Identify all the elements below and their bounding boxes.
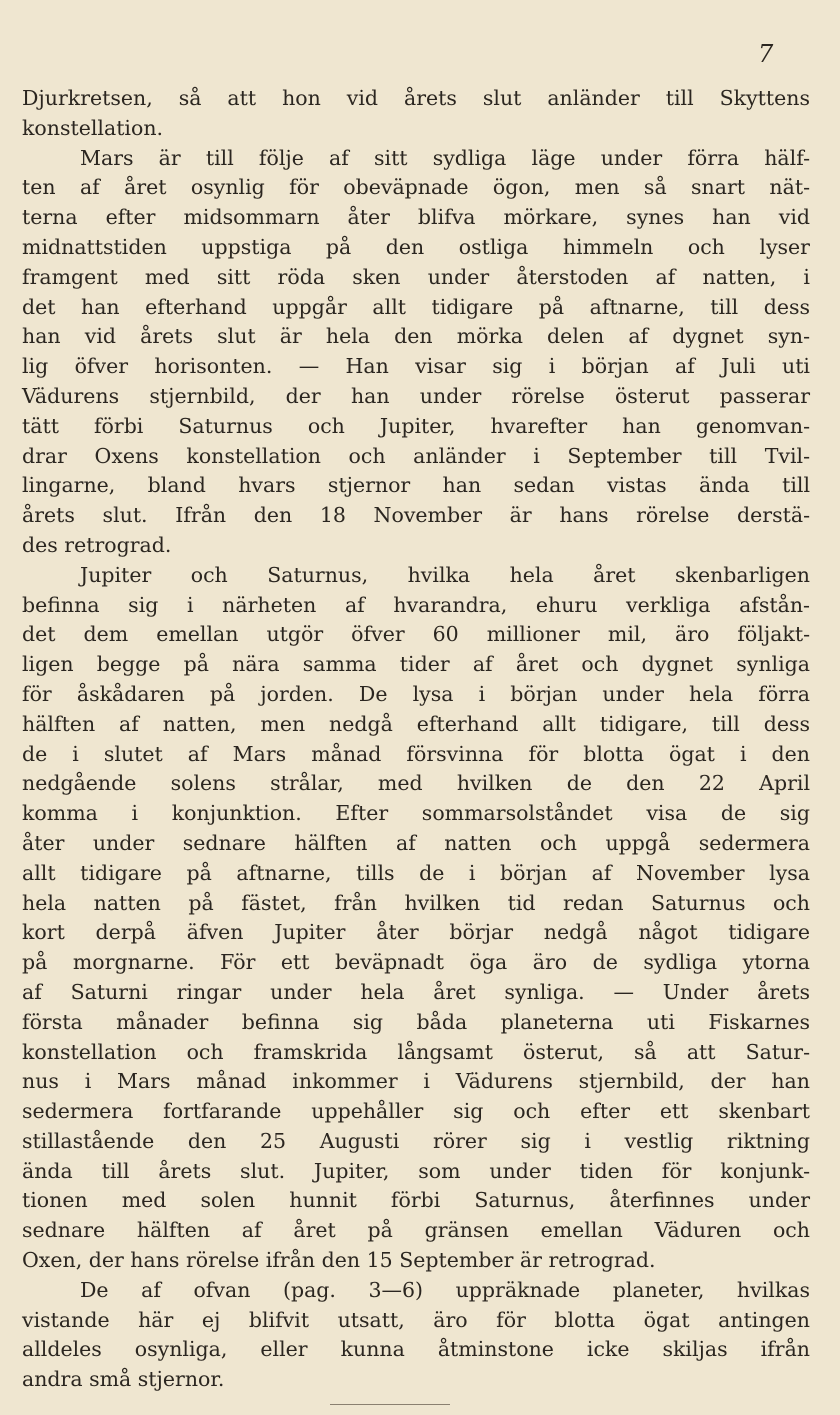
text-line: konstellation. <box>22 115 164 140</box>
text-line: kort derpå äfven Jupiter åter börjar nedgå något tidigare <box>22 920 810 945</box>
text-line: des retrograd. <box>22 532 172 557</box>
text-line: på morgnarne. För ett beväpnadt öga äro de sydliga ytorna <box>22 950 810 975</box>
text-line: årets slut. Ifrån den 18 November är hans rörelse derstä- <box>22 503 810 528</box>
text-line: framgent med sitt röda sken under återstoden af natten, i <box>22 264 810 289</box>
text-line: allt tidigare på aftnarne, tills de i början af November lysa <box>22 860 810 885</box>
text-line: Djurkretsen, så att hon vid årets slut anländer till Skyttens <box>22 86 810 110</box>
text-line: lingarne, bland hvars stjernor han sedan vistas ända till <box>22 473 810 498</box>
text-line: tionen med solen hunnit förbi Saturnus, återfinnes under <box>22 1188 810 1213</box>
text-line: De af ofvan (pag. 3—6) uppräknade planeter, hvilkas <box>80 1277 810 1302</box>
body-text <box>22 84 810 1395</box>
text-line: åter under sednare hälften af natten och uppgå sedermera <box>22 830 810 855</box>
text-line: Vädurens stjernbild, der han under rörelse österut passerar <box>22 383 810 408</box>
text-line: det han efterhand uppgår allt tidigare på aftnarne, till dess <box>22 294 810 319</box>
text-line: vistande här ej blifvit utsatt, äro för blotta ögat antingen <box>22 1307 810 1332</box>
text-line: han vid årets slut är hela den mörka delen af dygnet syn- <box>22 324 810 349</box>
text-line: tätt förbi Saturnus och Jupiter, hvarefter han genomvan- <box>22 413 810 438</box>
text-line: Mars är till följe af sitt sydliga läge under förra hälf- <box>80 145 810 170</box>
text-line: ligen begge på nära samma tider af året och dygnet synliga <box>22 652 810 677</box>
text-line: hälften af natten, men nedgå efterhand allt tidigare, till dess <box>22 711 810 736</box>
text-line: komma i konjunktion. Efter sommarsolståndet visa de sig <box>22 801 810 826</box>
text-line: befinna sig i närheten af hvarandra, ehuru verkliga afstån- <box>22 592 810 617</box>
page-number: 7 <box>758 40 774 68</box>
text-line: andra små stjernor. <box>22 1367 225 1392</box>
text-line: af Saturni ringar under hela året synliga. — Under årets <box>22 979 810 1004</box>
footer-rule <box>330 1404 450 1405</box>
text-line: ända till årets slut. Jupiter, som under tiden för konjunk- <box>22 1158 810 1183</box>
text-line: det dem emellan utgör öfver 60 millioner mil, äro följakt- <box>22 622 810 647</box>
text-line: ten af året osynlig för obeväpnade ögon, men så snart nät- <box>22 175 810 200</box>
text-line: Jupiter och Saturnus, hvilka hela året skenbarligen <box>80 562 810 587</box>
text-line: första månader befinna sig båda planeterna uti Fiskarnes <box>22 1009 810 1034</box>
text-line: de i slutet af Mars månad försvinna för blotta ögat i den <box>22 741 810 766</box>
text-line: sednare hälften af året på gränsen emellan Väduren och <box>22 1218 810 1243</box>
text-line: konstellation och framskrida långsamt österut, så att Satur- <box>22 1039 810 1064</box>
text-line: terna efter midsommarn åter blifva mörkare, synes han vid <box>22 205 810 230</box>
text-line: för åskådaren på jorden. De lysa i början under hela förra <box>22 681 810 706</box>
text-line: drar Oxens konstellation och anländer i September till Tvil- <box>22 443 810 468</box>
text-line: lig öfver horisonten. — Han visar sig i början af Juli uti <box>22 354 810 379</box>
text-line: stillastående den 25 Augusti rörer sig i vestlig riktning <box>22 1128 810 1153</box>
text-line: Oxen, der hans rörelse ifrån den 15 September är retrograd. <box>22 1248 656 1273</box>
text-line: midnattstiden uppstiga på den ostliga himmeln och lyser <box>22 234 810 259</box>
text-line: sedermera fortfarande uppehåller sig och efter ett skenbart <box>22 1099 810 1124</box>
text-line: nus i Mars månad inkommer i Vädurens stjernbild, der han <box>22 1069 810 1094</box>
text-line: hela natten på fästet, från hvilken tid redan Saturnus och <box>22 890 810 915</box>
text-line: nedgående solens strålar, med hvilken de den 22 April <box>22 771 810 796</box>
text-line: alldeles osynliga, eller kunna åtminstone icke skiljas ifrån <box>22 1337 810 1362</box>
